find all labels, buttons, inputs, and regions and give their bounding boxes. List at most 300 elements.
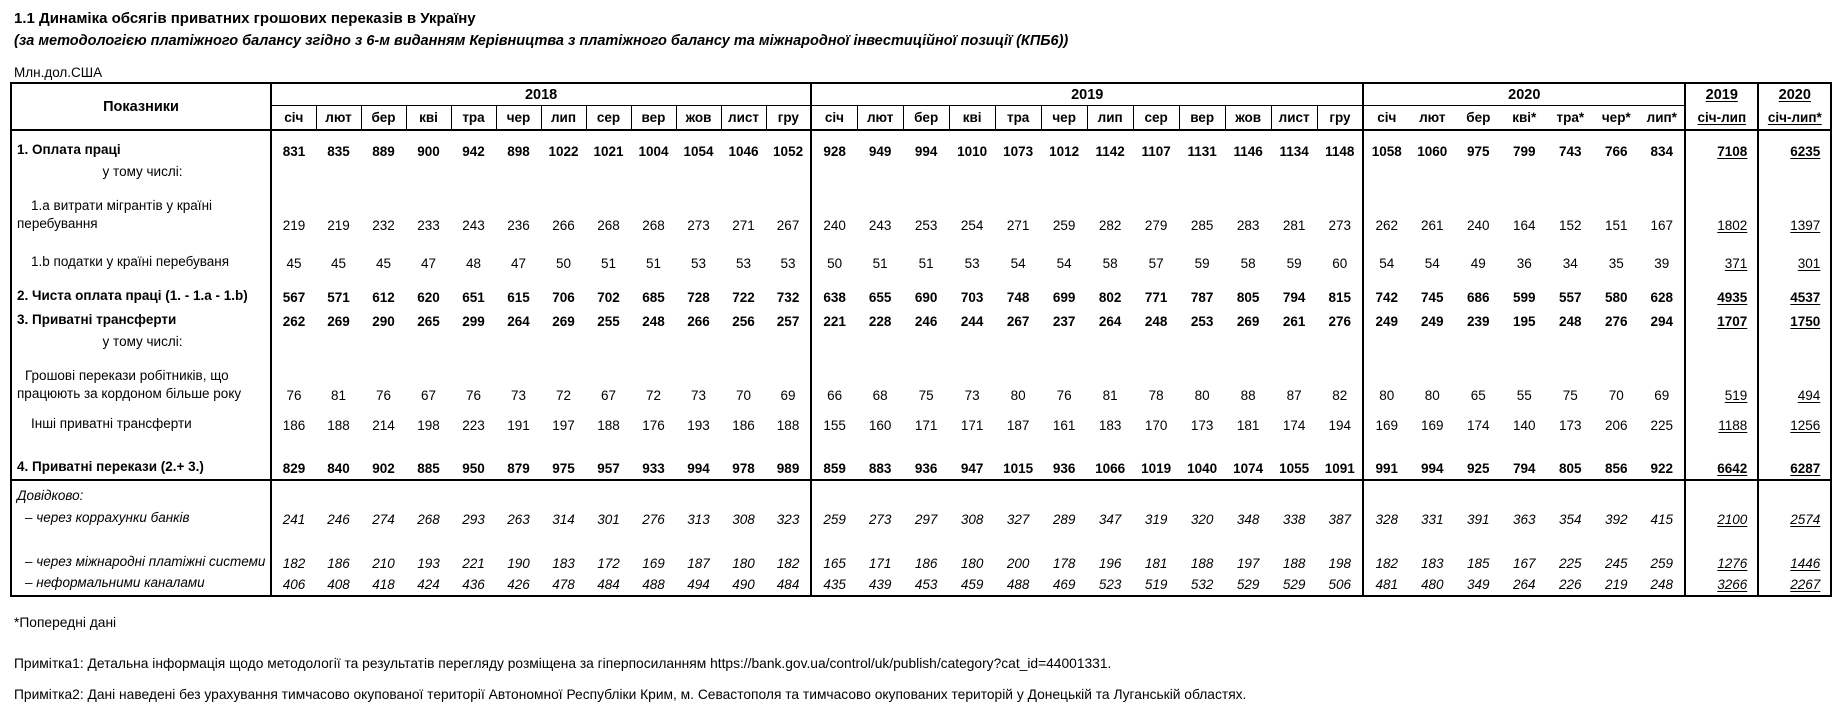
value-cell: 47: [420, 256, 437, 271]
value-cell: [631, 162, 676, 184]
month-header: лют: [857, 106, 903, 131]
value-cell: 567: [282, 290, 306, 305]
month-header: вер: [631, 106, 676, 131]
value-cell: 349: [1467, 577, 1490, 593]
value-cell: 47: [510, 256, 527, 271]
value-cell: [1455, 480, 1501, 508]
value-cell: [721, 332, 766, 354]
value-cell: 478: [552, 577, 575, 593]
value-cell: [586, 480, 631, 508]
value-cell: 949: [868, 144, 892, 159]
value-cell: 320: [1190, 512, 1214, 527]
total-cell: 2100: [1685, 508, 1758, 530]
total-year-label: 2019: [1705, 86, 1738, 103]
value-cell: 459: [960, 577, 984, 593]
value-cell: 152: [1559, 218, 1582, 233]
total-cell: 4537: [1790, 290, 1821, 305]
value-cell: 408: [327, 577, 350, 593]
value-cell: 529: [1282, 577, 1306, 593]
value-cell: 221: [462, 556, 485, 571]
value-cell: 293: [462, 512, 485, 527]
value-cell: 169: [642, 556, 665, 571]
value-cell: 253: [914, 218, 938, 233]
value-cell: 70: [735, 388, 752, 403]
value-cell: 991: [1363, 436, 1409, 480]
value-cell: [1087, 162, 1133, 184]
value-cell: [857, 162, 903, 184]
value-cell: 80: [1424, 388, 1440, 403]
value-cell: 183: [552, 556, 575, 571]
value-cell: 259: [1052, 218, 1076, 233]
value-cell: 742: [1375, 290, 1399, 305]
value-cell: 922: [1639, 436, 1685, 480]
value-cell: 936: [903, 436, 949, 480]
month-header: жов: [1225, 106, 1271, 131]
value-cell: [541, 480, 586, 508]
month-header: кві: [406, 106, 451, 131]
value-cell: 391: [1467, 512, 1490, 527]
value-cell: 160: [868, 418, 892, 433]
month-header: вер: [1179, 106, 1225, 131]
footnote-preliminary: *Попередні дані: [14, 615, 117, 631]
value-cell: 1015: [995, 436, 1041, 480]
value-cell: [1547, 162, 1593, 184]
row-label: 1.a витрати мігрантів у країні перебування: [11, 184, 271, 236]
value-cell: [586, 332, 631, 354]
value-cell: [1271, 332, 1317, 354]
total-cell: 301: [1797, 256, 1821, 271]
value-cell: [995, 162, 1041, 184]
value-cell: 271: [732, 218, 755, 233]
value-cell: 439: [868, 577, 892, 593]
value-cell: 248: [642, 314, 665, 329]
value-cell: 174: [1282, 418, 1306, 433]
value-cell: 254: [960, 218, 984, 233]
value-cell: [1409, 332, 1455, 354]
value-cell: 243: [868, 218, 892, 233]
total-period-label: січ-лип*: [1767, 109, 1822, 125]
month-header: лип: [541, 106, 586, 131]
value-cell: 612: [372, 290, 395, 305]
value-cell: 87: [1286, 388, 1302, 403]
value-cell: 171: [868, 556, 892, 571]
value-cell: 78: [1148, 388, 1164, 403]
value-cell: [1639, 480, 1685, 508]
value-cell: 182: [766, 530, 811, 574]
table-row: [11, 130, 1831, 162]
month-header: тра*: [1547, 106, 1593, 131]
value-cell: 1091: [1317, 436, 1363, 480]
value-cell: 243: [462, 218, 485, 233]
value-cell: [1593, 480, 1639, 508]
value-cell: 879: [496, 436, 541, 480]
value-cell: 195: [1513, 314, 1536, 329]
total-year-header: [1758, 83, 1831, 106]
value-cell: 745: [1421, 290, 1444, 305]
total-cell: [1685, 480, 1758, 508]
value-cell: 805: [1547, 436, 1593, 480]
value-cell: 140: [1513, 418, 1536, 433]
value-cell: 994: [1409, 436, 1455, 480]
value-cell: 950: [451, 436, 496, 480]
table-row: [11, 530, 1831, 574]
unit-label: Млн.дол.США: [14, 65, 103, 80]
value-cell: 81: [1102, 388, 1118, 403]
value-cell: 169: [1421, 418, 1444, 433]
value-cell: [1133, 162, 1179, 184]
month-header: чер: [496, 106, 541, 131]
value-cell: [949, 480, 995, 508]
value-cell: [1087, 332, 1133, 354]
header-year-row: [11, 83, 1831, 106]
value-cell: 66: [827, 388, 843, 403]
month-header: гру: [766, 106, 811, 131]
total-cell: 7108: [1685, 130, 1758, 162]
month-header: чер: [1041, 106, 1087, 131]
value-cell: 188: [597, 418, 620, 433]
total-cell: [1685, 162, 1758, 184]
value-cell: 1142: [1095, 144, 1125, 159]
value-cell: 36: [1516, 256, 1532, 271]
value-cell: [949, 332, 995, 354]
value-cell: 936: [1041, 436, 1087, 480]
table-row: [11, 436, 1831, 480]
month-header: січ: [1363, 106, 1409, 131]
total-cell: 6235: [1790, 144, 1821, 159]
value-cell: 1074: [1225, 436, 1271, 480]
value-cell: [1455, 162, 1501, 184]
value-cell: 232: [372, 218, 395, 233]
value-cell: [766, 480, 811, 508]
value-cell: [316, 332, 361, 354]
value-cell: 294: [1639, 308, 1685, 332]
value-cell: 219: [282, 218, 306, 233]
table-row: [11, 354, 1831, 406]
value-cell: 221: [823, 314, 846, 329]
value-cell: 167: [1639, 184, 1685, 236]
total-cell: 494: [1797, 388, 1821, 403]
value-cell: 1004: [638, 144, 669, 159]
value-cell: [1041, 480, 1087, 508]
value-cell: [1639, 162, 1685, 184]
value-cell: 51: [600, 256, 617, 271]
value-cell: [857, 332, 903, 354]
value-cell: 706: [552, 290, 575, 305]
value-cell: [1225, 162, 1271, 184]
value-cell: 181: [1144, 556, 1168, 571]
value-cell: 834: [1639, 130, 1685, 162]
value-cell: 80: [1010, 388, 1026, 403]
total-cell: 1188: [1685, 406, 1758, 436]
row-label: – через міжнародні платіжні системи: [11, 530, 271, 574]
header-month-row: [11, 106, 1831, 131]
value-cell: 263: [507, 512, 530, 527]
month-header: лют: [316, 106, 361, 131]
value-cell: [1317, 480, 1363, 508]
value-cell: 171: [914, 418, 938, 433]
value-cell: 453: [914, 577, 938, 593]
value-cell: 239: [1467, 314, 1490, 329]
value-cell: 82: [1317, 354, 1363, 406]
value-cell: 481: [1375, 577, 1399, 593]
month-header: лип: [1087, 106, 1133, 131]
value-cell: 282: [1098, 218, 1122, 233]
value-cell: 186: [282, 418, 306, 433]
value-cell: 276: [642, 512, 665, 527]
value-cell: 925: [1455, 436, 1501, 480]
value-cell: 283: [1236, 218, 1260, 233]
value-cell: 301: [597, 512, 620, 527]
value-cell: [1363, 162, 1409, 184]
total-cell: 3266: [1685, 574, 1758, 596]
value-cell: 299: [462, 314, 485, 329]
page-title: 1.1 Динаміка обсягів приватних грошових переказів в Україну: [14, 10, 476, 27]
value-cell: 75: [1562, 388, 1578, 403]
value-cell: 165: [823, 556, 846, 571]
value-cell: 702: [597, 290, 620, 305]
row-label: 2. Чиста оплата праці (1. - 1.a - 1.b): [11, 274, 271, 308]
value-cell: 494: [687, 577, 710, 593]
value-cell: 259: [823, 512, 846, 527]
value-cell: 799: [1513, 144, 1536, 159]
value-cell: 766: [1605, 144, 1628, 159]
value-cell: 59: [1194, 256, 1210, 271]
value-cell: [541, 332, 586, 354]
value-cell: [451, 162, 496, 184]
total-year-header: [1685, 83, 1758, 106]
value-cell: [1547, 480, 1593, 508]
value-cell: 268: [417, 512, 440, 527]
value-cell: 188: [1190, 556, 1214, 571]
value-cell: 638: [823, 290, 846, 305]
value-cell: 722: [732, 290, 755, 305]
value-cell: [1271, 480, 1317, 508]
row-label: 1. Оплата праці: [11, 130, 271, 162]
value-cell: [1133, 480, 1179, 508]
value-cell: 262: [1375, 218, 1399, 233]
value-cell: 900: [417, 144, 440, 159]
value-cell: 73: [964, 388, 980, 403]
month-header: лип*: [1639, 106, 1685, 131]
value-cell: 620: [417, 290, 440, 305]
value-cell: 285: [1190, 218, 1214, 233]
value-cell: 174: [1467, 418, 1490, 433]
row-label: у тому числі:: [11, 332, 271, 354]
value-cell: 690: [914, 290, 938, 305]
value-cell: 240: [823, 218, 846, 233]
value-cell: 415: [1639, 508, 1685, 530]
value-cell: [496, 162, 541, 184]
value-cell: 236: [507, 218, 530, 233]
value-cell: [811, 162, 857, 184]
value-cell: 557: [1559, 290, 1582, 305]
value-cell: 771: [1144, 290, 1168, 305]
value-cell: [496, 332, 541, 354]
month-header: жов: [676, 106, 721, 131]
value-cell: [271, 332, 316, 354]
value-cell: [361, 162, 406, 184]
value-cell: 488: [642, 577, 665, 593]
value-cell: 1019: [1133, 436, 1179, 480]
month-header: тра: [451, 106, 496, 131]
value-cell: 269: [1236, 314, 1260, 329]
value-cell: 805: [1236, 290, 1260, 305]
value-cell: [949, 162, 995, 184]
value-cell: 219: [1605, 577, 1628, 593]
table-row: [11, 162, 1831, 184]
value-cell: 249: [1375, 314, 1399, 329]
value-cell: 72: [555, 388, 572, 403]
value-cell: [1087, 480, 1133, 508]
table-row: [11, 508, 1831, 530]
value-cell: [1363, 332, 1409, 354]
value-cell: 67: [420, 388, 437, 403]
value-cell: 314: [552, 512, 575, 527]
value-cell: [766, 332, 811, 354]
value-cell: [857, 480, 903, 508]
value-cell: 248: [1144, 314, 1168, 329]
value-cell: 73: [510, 388, 527, 403]
value-cell: 197: [552, 418, 575, 433]
value-cell: 363: [1513, 512, 1536, 527]
value-cell: 167: [1513, 556, 1536, 571]
remittances-table: [10, 82, 1832, 597]
value-cell: 975: [541, 436, 586, 480]
value-cell: 273: [1317, 184, 1363, 236]
value-cell: 255: [597, 314, 620, 329]
value-cell: 1022: [548, 144, 579, 159]
value-cell: 246: [914, 314, 938, 329]
value-cell: 273: [687, 218, 710, 233]
value-cell: 172: [597, 556, 620, 571]
value-cell: 1046: [728, 144, 759, 159]
value-cell: 226: [1559, 577, 1582, 593]
value-cell: 183: [1421, 556, 1444, 571]
value-cell: 72: [645, 388, 662, 403]
value-cell: [1179, 162, 1225, 184]
value-cell: 45: [330, 256, 347, 271]
value-cell: 699: [1052, 290, 1076, 305]
value-cell: 60: [1317, 236, 1363, 274]
value-cell: 253: [1190, 314, 1214, 329]
value-cell: 889: [372, 144, 395, 159]
value-cell: 418: [372, 577, 395, 593]
value-cell: [586, 162, 631, 184]
value-cell: 34: [1562, 256, 1578, 271]
value-cell: 1131: [1187, 144, 1217, 159]
total-cell: [1758, 162, 1831, 184]
value-cell: 264: [507, 314, 530, 329]
table-row: [11, 274, 1831, 308]
value-cell: 831: [282, 144, 306, 159]
value-cell: 488: [1006, 577, 1030, 593]
value-cell: 50: [555, 256, 572, 271]
value-cell: [1547, 332, 1593, 354]
value-cell: 193: [687, 418, 710, 433]
footnote-note2: Примітка2: Дані наведені без урахування тимчасово окупованої території Автономної Республіки Крим, м. Севастополя та тимчасово окупованих територій у Донецькій та Луганській областях.: [14, 687, 1247, 703]
value-cell: 387: [1317, 508, 1363, 530]
total-cell: 1446: [1790, 556, 1821, 571]
value-cell: 185: [1467, 556, 1490, 571]
total-cell: [1758, 332, 1831, 354]
page-subtitle: (за методологією платіжного балансу згідно з 6-м виданням Керівництва з платіжного балансу та міжнародної інвестиційної позиції (КПБ6)): [14, 33, 1069, 49]
value-cell: [451, 480, 496, 508]
month-header: лист: [1271, 106, 1317, 131]
value-cell: 51: [645, 256, 662, 271]
month-header: січ: [271, 106, 316, 131]
value-cell: [1041, 332, 1087, 354]
value-cell: 39: [1639, 236, 1685, 274]
value-cell: 76: [286, 388, 302, 403]
value-cell: 436: [462, 577, 485, 593]
value-cell: 1060: [1417, 144, 1448, 159]
value-cell: [316, 480, 361, 508]
value-cell: [721, 480, 766, 508]
value-cell: [903, 480, 949, 508]
month-header: сер: [1133, 106, 1179, 131]
value-cell: 54: [1010, 256, 1026, 271]
value-cell: 281: [1282, 218, 1306, 233]
value-cell: 48: [465, 256, 482, 271]
total-cell: 2267: [1790, 577, 1821, 593]
row-label: – через коррахунки банків: [11, 508, 271, 530]
value-cell: 180: [732, 556, 755, 571]
value-cell: 1058: [1371, 144, 1402, 159]
value-cell: [903, 162, 949, 184]
value-cell: [406, 332, 451, 354]
value-cell: 898: [507, 144, 530, 159]
value-cell: 615: [507, 290, 530, 305]
total-year-label: 2020: [1778, 86, 1811, 103]
value-cell: 55: [1516, 388, 1532, 403]
row-label: 4. Приватні перекази (2.+ 3.): [11, 436, 271, 480]
value-cell: 58: [1102, 256, 1118, 271]
value-cell: [316, 162, 361, 184]
value-cell: 957: [586, 436, 631, 480]
value-cell: 426: [507, 577, 530, 593]
value-cell: 194: [1317, 406, 1363, 436]
table-row: [11, 308, 1831, 332]
total-cell: [1685, 332, 1758, 354]
value-cell: 264: [1098, 314, 1122, 329]
row-label: 3. Приватні трансферти: [11, 308, 271, 332]
month-header: сер: [586, 106, 631, 131]
total-cell: 1276: [1685, 530, 1758, 574]
value-cell: 73: [690, 388, 707, 403]
value-cell: 76: [465, 388, 482, 403]
value-cell: 802: [1098, 290, 1122, 305]
value-cell: 313: [687, 512, 710, 527]
value-cell: 1134: [1279, 144, 1309, 159]
value-cell: 276: [1317, 308, 1363, 332]
value-cell: 354: [1559, 512, 1582, 527]
value-cell: 290: [372, 314, 395, 329]
value-cell: 186: [732, 418, 755, 433]
value-cell: 210: [372, 556, 395, 571]
month-header: лют: [1409, 106, 1455, 131]
year-header: 2018: [271, 83, 811, 106]
month-header: кві: [949, 106, 995, 131]
value-cell: 994: [676, 436, 721, 480]
value-cell: 323: [766, 508, 811, 530]
value-cell: [1133, 332, 1179, 354]
month-header: бер: [903, 106, 949, 131]
value-cell: [1409, 162, 1455, 184]
total-period-header: [1758, 106, 1831, 131]
value-cell: [811, 332, 857, 354]
value-cell: [903, 332, 949, 354]
value-cell: [1501, 480, 1547, 508]
